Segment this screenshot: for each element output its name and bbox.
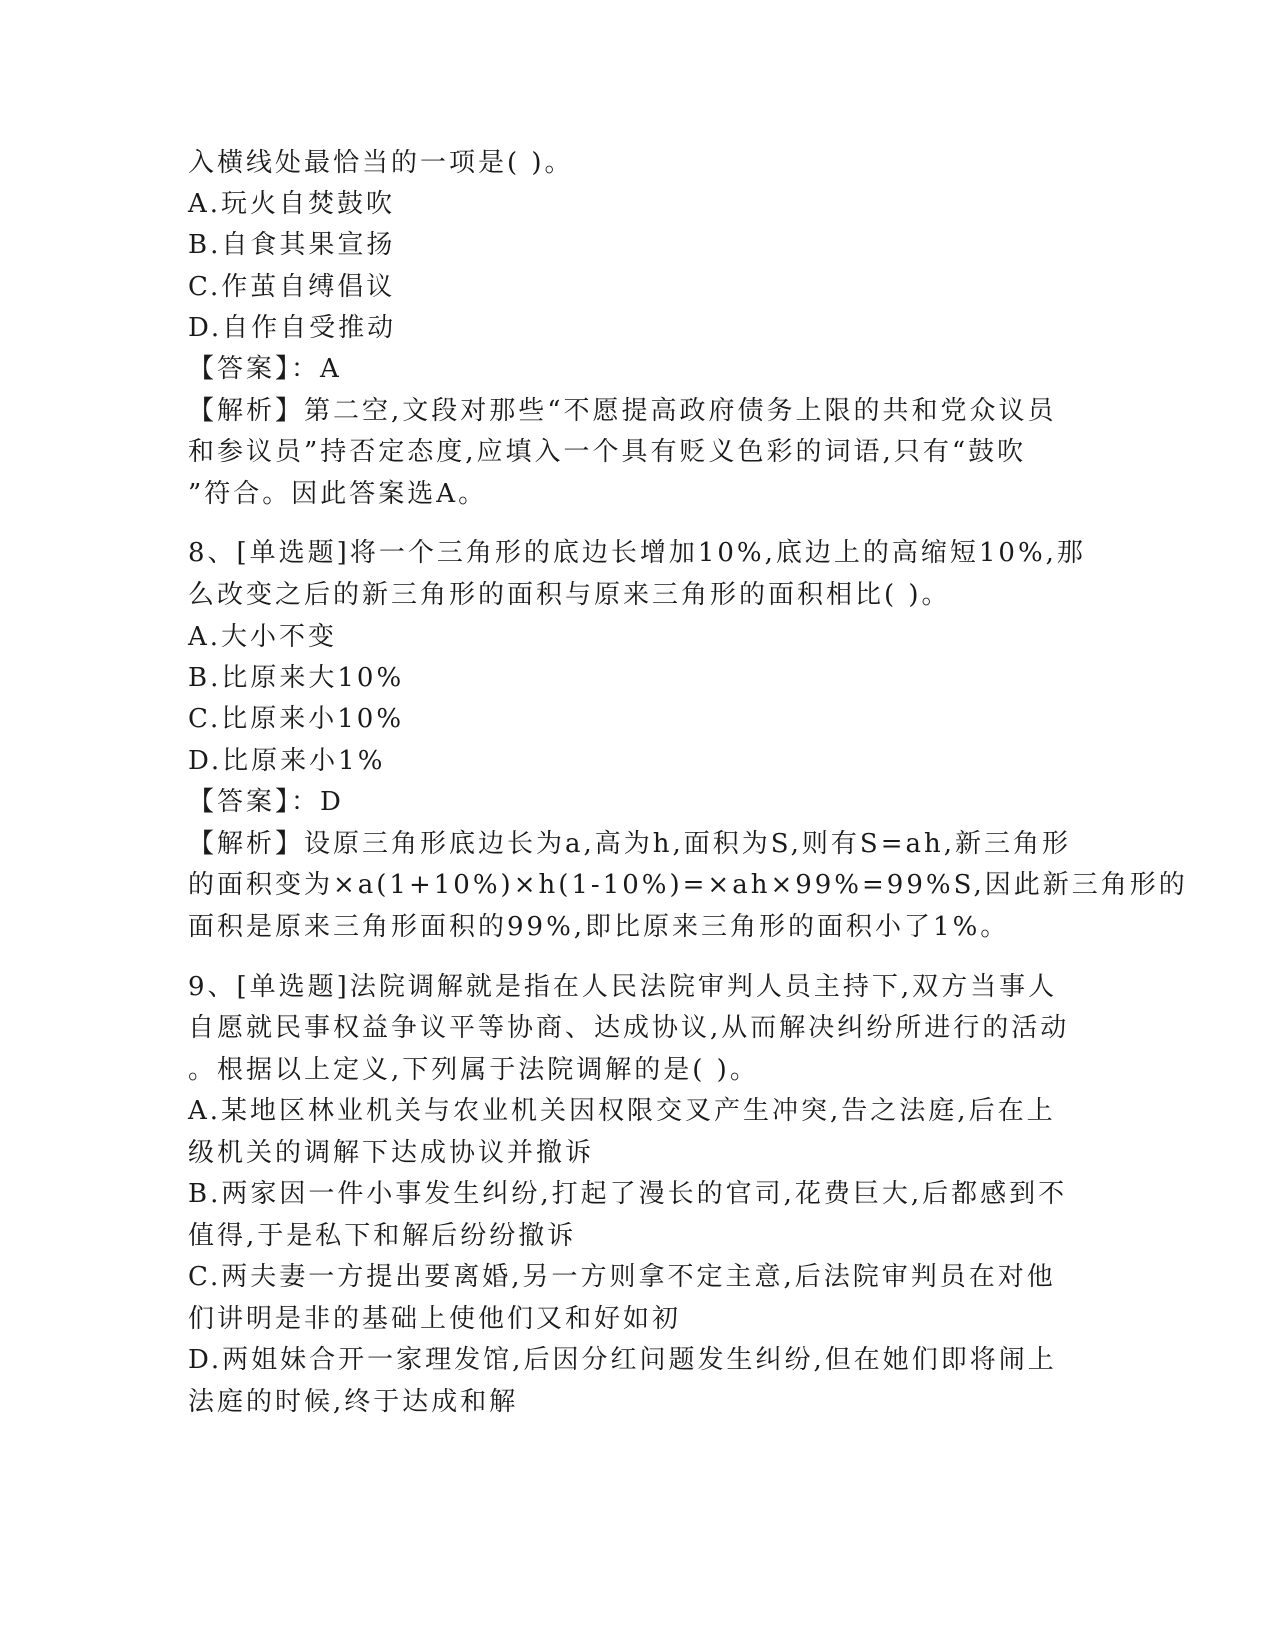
- q8-option-b: B.比原来大10%: [188, 663, 405, 693]
- q8-stem-line: 么改变之后的新三角形的面积与原来三角形的面积相比( )。: [188, 580, 951, 610]
- q7-analysis-line: 【解析】第二空,文段对那些“不愿提高政府债务上限的共和党众议员: [188, 396, 1057, 426]
- q8-stem-line: 8、[单选题]将一个三角形的底边长增加10%,底边上的高缩短10%,那: [188, 538, 1086, 568]
- q9-option-d-cont: 法庭的时候,终于达成和解: [188, 1387, 519, 1417]
- q7-analysis-line: ”符合。因此答案选A。: [188, 479, 488, 509]
- q9-option-a-cont: 级机关的调解下达成协议并撤诉: [188, 1138, 595, 1168]
- q9-stem-line: 自愿就民事权益争议平等协商、达成协议,从而解决纠纷所进行的活动: [188, 1013, 1070, 1043]
- q8-option-a: A.大小不变: [188, 622, 338, 652]
- q7-option-a: A.玩火自焚鼓吹: [188, 189, 396, 219]
- q9-stem-line: 。根据以上定义,下列属于法院调解的是( )。: [188, 1055, 759, 1085]
- q7-option-b: B.自食其果宣扬: [188, 230, 396, 260]
- q8-answer: 【答案】：D: [188, 787, 344, 817]
- q9-option-b-cont: 值得,于是私下和解后纷纷撤诉: [188, 1221, 577, 1251]
- q9-stem-line: 9、[单选题]法院调解就是指在人民法院审判人员主持下,双方当事人: [188, 972, 1058, 1002]
- q7-analysis-line: 和参议员”持否定态度,应填入一个具有贬义色彩的词语,只有“鼓吹: [188, 437, 1027, 467]
- q9-option-d: D.两姐妹合开一家理发馆,后因分红问题发生纠纷,但在她们即将闹上: [188, 1345, 1057, 1375]
- q9-option-a: A.某地区林业机关与农业机关因权限交叉产生冲突,告之法庭,后在上: [188, 1096, 1056, 1126]
- q8-analysis-line: 的面积变为×a(1+10%)×h(1-10%)=×ah×99%=99%S,因此新三角形的: [188, 870, 1188, 900]
- q9-option-b: B.两家因一件小事发生纠纷,打起了漫长的官司,花费巨大,后都感到不: [188, 1179, 1068, 1209]
- q8-analysis-line: 【解析】设原三角形底边长为a,高为h,面积为S,则有S=ah,新三角形: [188, 829, 1072, 859]
- q9-option-c-cont: 们讲明是非的基础上使他们又和好如初: [188, 1304, 682, 1334]
- q9-option-c: C.两夫妻一方提出要离婚,另一方则拿不定主意,后法院审判员在对他: [188, 1262, 1056, 1292]
- q8-option-c: C.比原来小10%: [188, 704, 405, 734]
- q8-option-d: D.比原来小1%: [188, 746, 386, 776]
- q7-option-c: C.作茧自缚倡议: [188, 272, 396, 302]
- q7-stem: 入横线处最恰当的一项是( )。: [188, 148, 574, 178]
- q7-answer: 【答案】：A: [188, 354, 342, 384]
- q7-option-d: D.自作自受推动: [188, 313, 397, 343]
- q8-analysis-line: 面积是原来三角形面积的99%,即比原来三角形的面积小了1%。: [188, 912, 1010, 942]
